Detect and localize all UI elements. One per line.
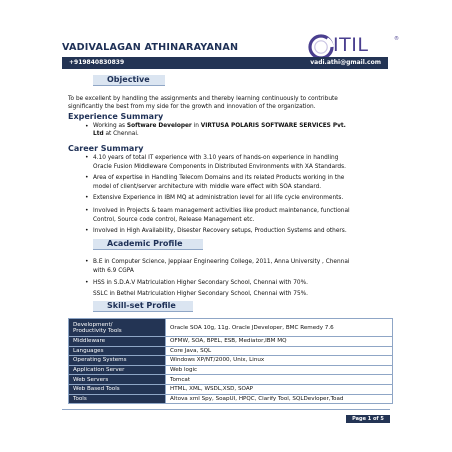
table-row	[69, 319, 393, 337]
table-row	[69, 384, 393, 394]
career-bullet	[93, 194, 393, 203]
objective-line: significantly the best from my side for the growth and innovation of the organization.	[68, 103, 316, 110]
career-summary-heading: Career Summary	[68, 144, 144, 153]
bullet-icon: •	[85, 227, 89, 234]
objective-heading-box	[93, 75, 165, 86]
career-bullet	[93, 227, 393, 236]
bullet-icon: •	[85, 279, 89, 286]
skill-value: HTML, XML, WSDL,XSD, SOAP	[166, 384, 393, 394]
academic-item	[93, 279, 398, 288]
skill-category: Tools	[69, 394, 166, 404]
career-line: Involved in Projects & team management activities like product maintenance, functional	[93, 208, 350, 214]
career-line: model of client/server architecture with middle ware effect with SOA standard.	[93, 183, 322, 190]
table-row	[69, 375, 393, 385]
skill-value: OFMW, SOA, BPEL, ESB, Mediator,IBM MQ	[166, 337, 393, 347]
skill-value: Altova xml Spy, SoapUI, HPQC, Clarify Tool, SQLDevloper,Toad	[166, 394, 393, 404]
table-row	[69, 346, 393, 356]
academic-profile-heading-box	[93, 239, 203, 250]
experience-summary-heading: Experience Summary	[68, 112, 164, 121]
email-address: vadi.athi@gmail.com	[310, 59, 381, 66]
skill-category: Application Server	[69, 365, 166, 375]
table-row	[69, 394, 393, 404]
page-number-badge: Page 1 of 5	[346, 415, 390, 423]
candidate-name: VADIVALAGAN ATHINARAYANAN	[62, 42, 239, 53]
skill-category: Middleware	[69, 337, 166, 347]
academic-item	[93, 290, 398, 299]
career-line: Control, Source code control, Release Management etc.	[93, 216, 255, 223]
skills-table	[68, 318, 393, 404]
academic-profile-heading: Academic Profile	[107, 239, 183, 248]
bullet-icon: •	[85, 194, 89, 201]
career-line: Oracle Fusion Middleware Components in Distributed Environments with XA Standards.	[93, 163, 346, 170]
table-row	[69, 356, 393, 366]
bullet-icon: •	[85, 207, 89, 214]
experience-line: Ltd at Chennai.	[93, 130, 139, 137]
academic-line: B.E in Computer Science, Jeppiaar Engineering College, 2011, Anna University , Chennai	[93, 259, 350, 265]
academic-item	[93, 258, 398, 275]
objective-line: To be excellent by handling the assignments and thereby learning continuously to contribute	[68, 96, 338, 102]
bullet-icon: •	[85, 174, 89, 181]
academic-line: SSLC in Bethel Matriculation Higher Secondary School, Chennai with 75%.	[93, 291, 309, 297]
objective-heading: Objective	[107, 75, 150, 84]
bullet-icon: •	[85, 123, 89, 130]
objective-text	[68, 96, 398, 111]
skillset-heading: Skill-set Profile	[107, 301, 176, 310]
skill-category	[69, 319, 166, 337]
career-line: Extensive Experience in IBM MQ at administration level for all life cycle environments.	[93, 195, 344, 201]
bullet-icon: •	[85, 258, 89, 265]
skill-value: Core Java, SQL	[166, 346, 393, 356]
career-line: Involved in High Availability, Disester Recovery setups, Production Systems and others.	[93, 228, 347, 234]
table-row	[69, 365, 393, 375]
skill-category-line: Development/	[73, 321, 113, 328]
career-bullet	[93, 207, 393, 224]
bullet-icon: •	[85, 154, 89, 161]
career-bullet	[93, 174, 393, 191]
table-row	[69, 337, 393, 347]
career-line: 4.10 years of total IT experience with 3.10 years of hands-on experience in handling	[93, 155, 339, 161]
experience-line: Working as Software Developer in VIRTUSA POLARIS SOFTWARE SERVICES Pvt.	[93, 123, 346, 129]
skill-value: Oracle SOA 10g, 11g. Oracle JDeveloper, BMC Remedy 7.6	[166, 319, 393, 337]
skill-category: Languages	[69, 346, 166, 356]
skill-category-line: Productivity Tools	[73, 327, 122, 334]
contact-bar	[62, 57, 388, 69]
skill-value: Tomcat	[166, 375, 393, 385]
career-bullet	[93, 154, 393, 171]
academic-line: HSS in S.D.A.V Matriculation Higher Secondary School, Chennai with 70%.	[93, 280, 308, 286]
skill-category: Operating Systems	[69, 356, 166, 366]
experience-text	[93, 123, 393, 138]
career-line: Area of expertise in Handling Telecom Domains and its related Products working in the	[93, 175, 345, 181]
skill-category: Web Servers	[69, 375, 166, 385]
skill-category: Web Based Tools	[69, 384, 166, 394]
academic-line: with 6.9 CGPA	[93, 267, 134, 274]
logo-wordmark: ITIL	[333, 34, 369, 56]
skill-value: Windows XP/NT/2000, Unix, Linux	[166, 356, 393, 366]
logo-registered-mark: ®	[394, 36, 399, 42]
skillset-heading-box	[93, 301, 193, 312]
skill-value: Web logic	[166, 365, 393, 375]
footer-divider	[62, 409, 390, 410]
phone-number: +919840830839	[69, 59, 125, 66]
